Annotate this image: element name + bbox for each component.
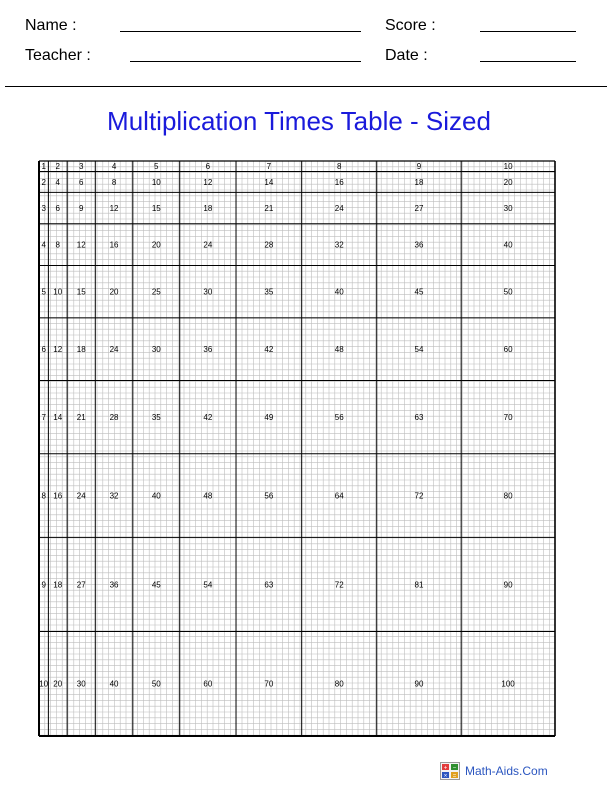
table-cell-value: 12 (109, 204, 119, 214)
table-cell-value: 56 (264, 491, 274, 501)
table-cell-value: 15 (151, 204, 161, 214)
table-cell-value: 80 (334, 679, 344, 689)
table-cell-value: 20 (53, 679, 63, 689)
table-cell-value: 60 (203, 679, 213, 689)
table-cell-value: 36 (109, 580, 119, 590)
table-cell-value: 5 (41, 287, 46, 297)
table-cell-value: 4 (111, 162, 117, 172)
table-cell-value: 35 (264, 287, 274, 297)
table-cell-value: 36 (414, 240, 424, 250)
table-cell-value: 16 (53, 491, 63, 501)
table-cell-value: 18 (76, 345, 86, 355)
table-cell-value: 45 (414, 287, 424, 297)
table-cell-value: 24 (334, 204, 344, 214)
table-cell-value: 12 (203, 177, 213, 187)
page-title: Multiplication Times Table - Sized (107, 106, 491, 136)
table-cell-value: 30 (503, 204, 513, 214)
table-cell-value: 16 (334, 177, 344, 187)
table-cell-value: 7 (266, 162, 272, 172)
table-cell-value: 64 (334, 491, 344, 501)
table-cell-value: 40 (109, 679, 119, 689)
table-cell-value: 6 (55, 204, 60, 214)
table-cell-value: 21 (264, 204, 274, 214)
table-cell-value: 6 (41, 345, 46, 355)
table-cell-value: 8 (111, 177, 117, 187)
table-cell-value: 3 (78, 162, 84, 172)
table-cell-value: 50 (503, 287, 513, 297)
table-cell-value: 21 (76, 413, 86, 423)
table-cell-value: 15 (76, 287, 86, 297)
table-cell-value: 18 (53, 580, 63, 590)
table-cell-value: 9 (78, 204, 84, 214)
table-cell-value: 30 (76, 679, 86, 689)
table-cell-value: 100 (501, 679, 515, 689)
table-cell-value: 12 (76, 240, 86, 250)
table-cell-value: 32 (334, 240, 344, 250)
table-cell-value: 6 (205, 162, 211, 172)
table-cell-value: 90 (414, 679, 424, 689)
table-cell-value: 42 (264, 345, 274, 355)
table-cell-value: 28 (264, 240, 274, 250)
table-cell-value: 28 (109, 413, 119, 423)
table-cell-value: 14 (264, 177, 274, 187)
svg-text:×: × (443, 773, 448, 780)
table-cell-value: 81 (414, 580, 424, 590)
table-cell-value: 14 (53, 413, 63, 423)
table-cell-value: 40 (151, 491, 161, 501)
table-cell-value: 8 (41, 491, 46, 501)
table-cell-value: 32 (109, 491, 119, 501)
table-cell-value: 12 (53, 345, 63, 355)
table-cell-value: 16 (109, 240, 119, 250)
table-cell-value: 20 (503, 177, 513, 187)
table-cell-value: 50 (151, 679, 161, 689)
calculator-icon (440, 762, 460, 780)
table-cell-value: 63 (264, 580, 274, 590)
table-cell-value: 30 (151, 345, 161, 355)
table-cell-value: 25 (151, 287, 161, 297)
table-cell-value: 48 (334, 345, 344, 355)
date-label: Date : (385, 47, 428, 64)
table-cell-value: 90 (503, 580, 513, 590)
table-cell-value: 60 (503, 345, 513, 355)
svg-text:+: + (443, 765, 448, 772)
table-cell-value: 9 (416, 162, 422, 172)
table-cell-value: 8 (336, 162, 342, 172)
table-cell-value: 20 (151, 240, 161, 250)
table-cell-value: 10 (39, 679, 49, 689)
svg-text:−: − (452, 765, 457, 772)
table-cell-value: 40 (503, 240, 513, 250)
table-cell-value: 10 (53, 287, 63, 297)
table-cell-value: 54 (414, 345, 424, 355)
score-label: Score : (385, 17, 436, 34)
table-cell-value: 72 (334, 580, 344, 590)
table-cell-value: 48 (203, 491, 213, 501)
table-cell-value: 35 (151, 413, 161, 423)
table-cell-value: 2 (55, 162, 60, 172)
table-cell-value: 56 (334, 413, 344, 423)
table-cell-value: 24 (203, 240, 213, 250)
table-cell-value: 4 (55, 177, 60, 187)
table-cell-value: 54 (203, 580, 213, 590)
table-cell-value: 24 (109, 345, 119, 355)
table-cell-value: 8 (55, 240, 60, 250)
table-cell-value: 27 (76, 580, 86, 590)
table-cell-value: 3 (41, 204, 46, 214)
teacher-label: Teacher : (25, 47, 91, 64)
table-cell-value: 42 (203, 413, 213, 423)
footer-brand[interactable] (440, 762, 548, 780)
table-cell-value: 45 (151, 580, 161, 590)
table-cell-value: 49 (264, 413, 274, 423)
table-cell-value: 4 (41, 240, 46, 250)
table-cell-value: 18 (414, 177, 424, 187)
table-cell-value: 2 (41, 177, 46, 187)
table-cell-value: 18 (203, 204, 213, 214)
table-cell-value: 10 (151, 177, 161, 187)
table-cell-value: 7 (41, 413, 46, 423)
table-cell-value: 24 (76, 491, 86, 501)
table-cell-value: 70 (503, 413, 513, 423)
table-cell-value: 1 (41, 162, 46, 172)
table-cell-value: 27 (414, 204, 424, 214)
svg-text:=: = (452, 773, 457, 780)
table-cell-value: 20 (109, 287, 119, 297)
table-cell-value: 30 (203, 287, 213, 297)
table-cell-value: 63 (414, 413, 424, 423)
table-cell-value: 36 (203, 345, 213, 355)
table-cell-value: 80 (503, 491, 513, 501)
table-cell-value: 5 (154, 162, 159, 172)
table-cell-value: 6 (78, 177, 84, 187)
footer-brand-text: Math-Aids.Com (465, 764, 548, 778)
table-cell-value: 40 (334, 287, 344, 297)
table-cell-value: 70 (264, 679, 274, 689)
table-cell-value: 72 (414, 491, 424, 501)
table-cell-value: 9 (41, 580, 46, 590)
name-label: Name : (25, 17, 77, 34)
table-cell-value: 10 (503, 162, 513, 172)
